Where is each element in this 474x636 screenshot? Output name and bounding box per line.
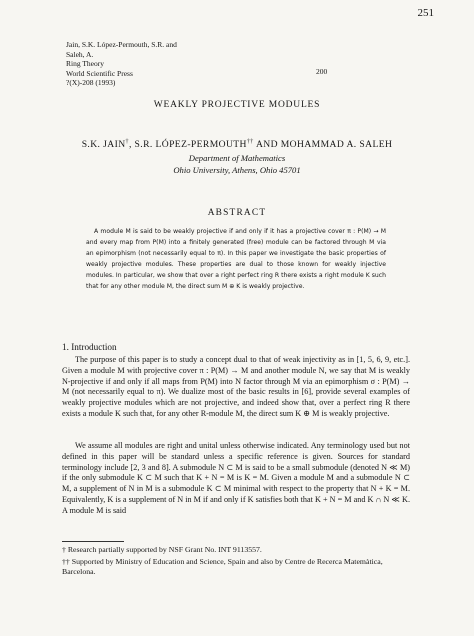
abstract-text: A module M is said to be weakly projective if and only if it has a projective cover π : P(M) → M and every map from P(M) into a finitely generated (free) module can be factored through M via an epimorphism (not necessarily equal to π). In this paper we investigate the basic properties of weakly projective modules. These properties are dual to those known for weakly injective modules. In particular, we show that over a right perfect ring R there exists a right module K such that for any other module M, the direct sum M ⊕ K is weakly projective. [86,228,386,291]
department: Department of Mathematics [188,153,286,163]
abstract-heading: ABSTRACT [207,208,267,218]
author-jain: S.K. JAIN [81,139,126,151]
author-line [0,139,474,150]
section-heading: 1. Introduction [62,342,117,352]
footnote-rule [62,541,124,542]
university: Ohio University, Athens, Ohio 45701 [173,165,301,175]
footnote: †† Supported by Ministry of Education and Science, Spain and also by Centre de Recerca Matemàtica, Barcelona. [62,557,383,577]
volume-number: 200 [316,67,328,76]
page-number: 251 [417,7,434,19]
paper-title: WEAKLY PROJECTIVE MODULES [153,100,321,110]
body-paragraph: The purpose of this paper is to study a concept dual to that of weak injectivity as in [1, 5, 6, 9, etc.]. Given a module M with projective cover π : P(M) → M and another module N, we say that M is weakly N-projective if and only if all maps from P(M) into N factor through M via an epimorphism σ : P(M) → M (not necessarily equal to π). We dualize most of the basic results in [6], provide several examples of weakly projective modules which are not projective, and indeed show that, over a perfect ring R there exists a module K such that, for any other R-module M, the direct sum K ⊕ M is weakly projective. [62,355,410,418]
citation-line: Jain, S.K. López-Permouth, S.R. and [66,40,177,49]
citation-block [66,40,177,88]
citation-line: World Scientific Press [66,68,133,78]
footnote: † Research partially supported by NSF Grant No. INT 9113557. [62,545,262,554]
footnote-marker: †† [246,139,254,145]
citation-line: Saleh, A. [66,49,94,59]
author-saleh: AND MOHAMMAD A. SALEH [253,139,393,151]
citation-line: Ring Theory [66,59,104,69]
body-paragraph: We assume all modules are right and unital unless otherwise indicated. Any terminology used but not defined in this paper will be standard unless a specific reference is given. Sources for standard terminology include [2, 3 and 8]. A submodule N ⊂ M is said to be a small submodule (denoted N ≪ M) if the only submodule K ⊂ M such that K + N = M is K = M. Given a module M and a submodule N ⊂ M, a supplement of N in M is a submodule K ⊂ M minimal with respect to the property that N + K = M. Equivalently, K is a supplement of N in M if and only if K satisfies both that K + N = M and K ∩ N ≪ K. A module M is said [62,441,410,515]
citation-line: ?(X)-208 (1993) [66,78,116,88]
footnote-marker: † [125,139,129,145]
author-lopez-permouth: , S.R. LÓPEZ-PERMOUTH [128,139,247,151]
